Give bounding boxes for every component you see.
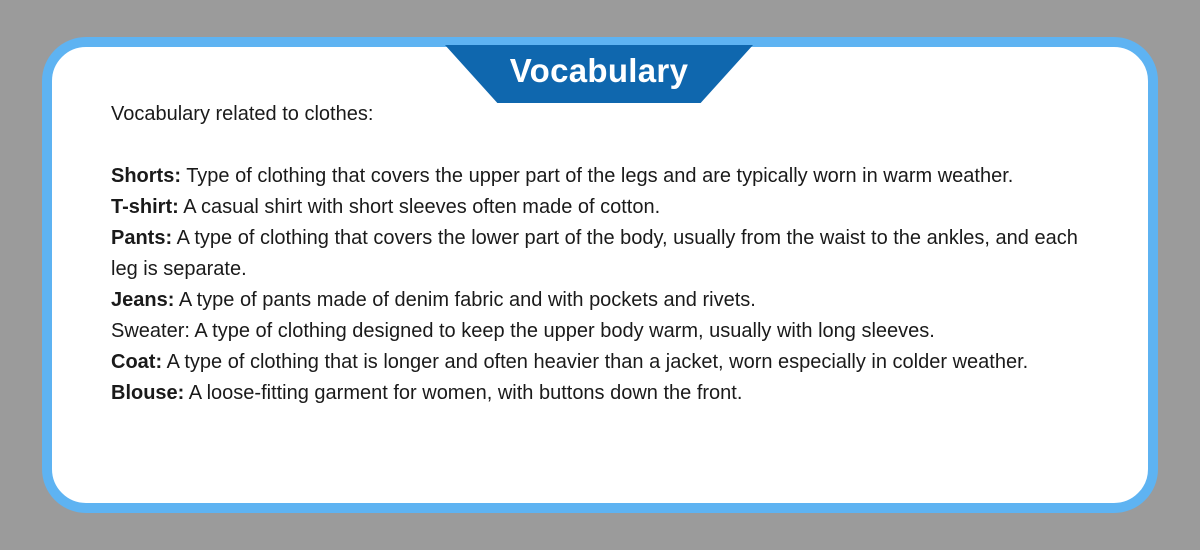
vocab-term: Shorts: [111,165,181,187]
vocab-entry-shorts [111,161,1101,192]
vocab-entry-coat [111,347,1101,378]
vocab-entry-blouse [111,378,1101,409]
vocab-term: Blouse: [111,382,185,404]
vocab-term: Coat: [111,351,163,373]
vocab-entry-tshirt [111,192,1101,223]
vocab-definition: A casual shirt with short sleeves often made of cotton. [178,196,661,218]
vocab-entry-sweater [111,316,1101,347]
vocab-definition: Sweater: A type of clothing designed to keep the upper body warm, usually with long sleeves. [111,320,935,342]
vocab-entry-pants [111,223,1101,285]
vocab-definition: A type of pants made of denim fabric and with pockets and rivets. [174,289,756,311]
vocab-entry-jeans [111,285,1101,316]
vocab-term: Jeans: [111,289,175,311]
page-title: Vocabulary [509,52,689,89]
vocab-term: T-shirt: [111,196,179,218]
vocab-definition: A type of clothing that is longer and often heavier than a jacket, worn especially in colder weather. [162,351,1029,373]
intro-text: Vocabulary related to clothes: [111,103,374,125]
vocab-definition: A loose-fitting garment for women, with buttons down the front. [184,382,743,404]
vocabulary-content [111,99,1101,409]
vocab-definition: Type of clothing that covers the upper part of the legs and are typically worn in warm weather. [181,165,1014,187]
vocab-definition: A type of clothing that covers the lower part of the body, usually from the waist to the ankles, and each leg is separate. [111,227,1078,280]
vocab-term: Pants: [111,227,173,249]
